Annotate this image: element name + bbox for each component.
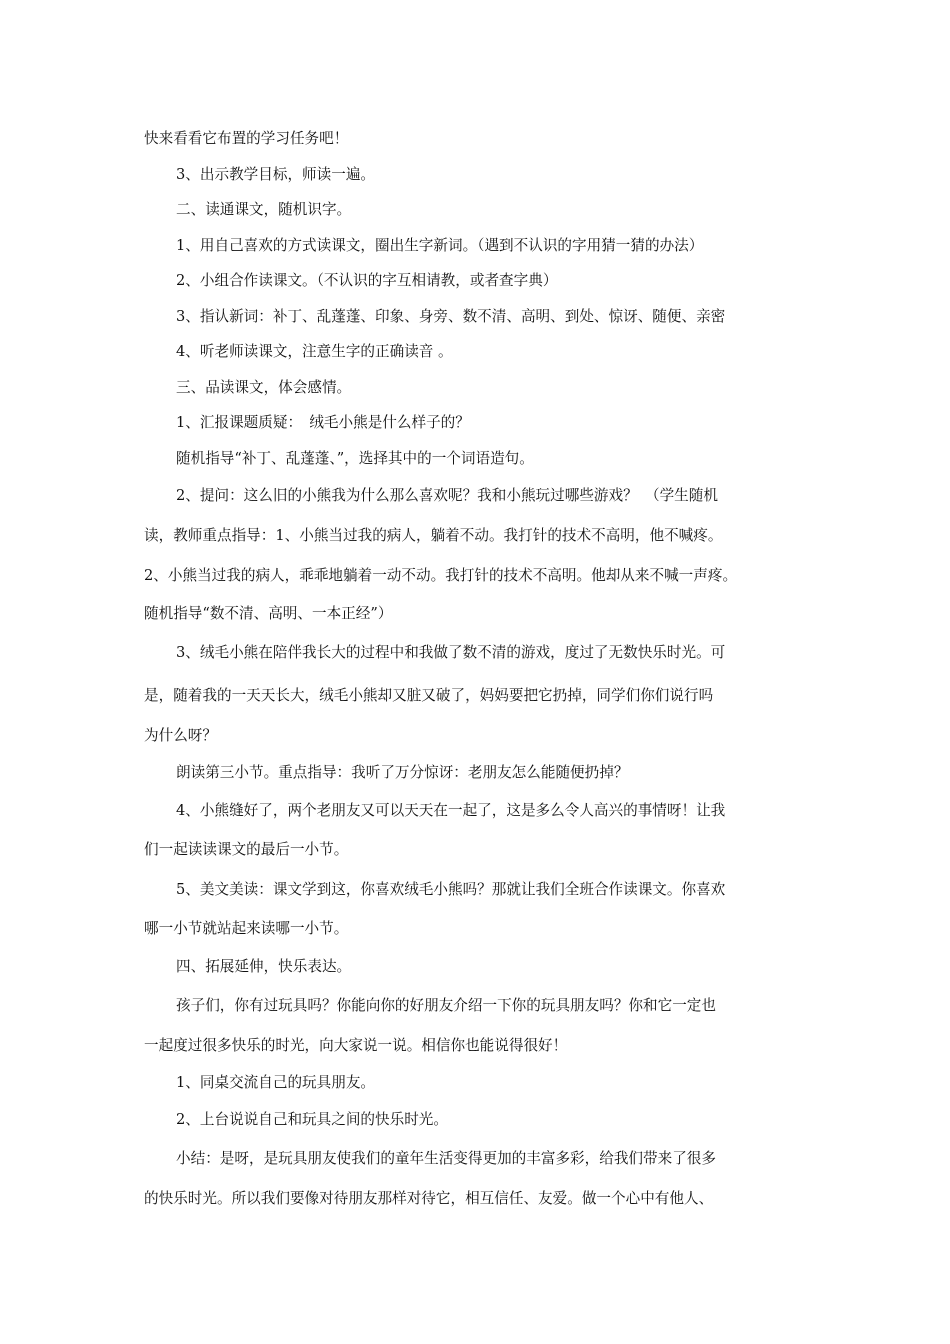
text-line: 朗读第三小节。重点指导：我听了万分惊讶：老朋友怎么能随便扔掉？ bbox=[176, 764, 629, 781]
text-line: 2、提问：这么旧的小熊我为什么那么喜欢呢？我和小熊玩过哪些游戏？ （学生随机 bbox=[176, 487, 718, 504]
text-line: 快来看看它布置的学习任务吧！ bbox=[144, 130, 349, 147]
text-line: 2、小组合作读课文。（不认识的字互相请教，或者查字典） bbox=[176, 272, 558, 289]
text-line: 2、上台说说自己和玩具之间的快乐时光。 bbox=[176, 1111, 448, 1128]
text-line: 3、绒毛小熊在陪伴我长大的过程中和我做了数不清的游戏，度过了无数快乐时光。可 bbox=[176, 644, 726, 661]
text-line: 随机指导“数不清、高明、一本正经”） bbox=[144, 605, 393, 622]
text-line: 随机指导“补丁、乱蓬蓬、”，选择其中的一个词语造句。 bbox=[176, 450, 534, 467]
text-line: 1、同桌交流自己的玩具朋友。 bbox=[176, 1074, 376, 1091]
text-line: 小结：是呀，是玩具朋友使我们的童年生活变得更加的丰富多彩，给我们带来了很多 bbox=[176, 1150, 716, 1167]
text-line: 4、听老师读课文，注意生字的正确读音 。 bbox=[176, 343, 453, 360]
text-line: 们一起读读课文的最后一小节。 bbox=[144, 841, 349, 858]
text-line: 的快乐时光。所以我们要像对待朋友那样对待它，相互信任、友爱。做一个心中有他人、 bbox=[144, 1190, 714, 1207]
text-line: 孩子们，你有过玩具吗？你能向你的好朋友介绍一下你的玩具朋友吗？你和它一定也 bbox=[176, 997, 716, 1014]
text-line: 二、读通课文，随机识字。 bbox=[176, 201, 352, 218]
text-line: 三、品读课文，体会感情。 bbox=[176, 379, 352, 396]
text-line: 3、指认新词：补丁、乱蓬蓬、印象、身旁、数不清、高明、到处、惊讶、随便、亲密 bbox=[176, 308, 726, 325]
text-line: 四、拓展延伸，快乐表达。 bbox=[176, 958, 352, 975]
text-line: 3、出示教学目标，师读一遍。 bbox=[176, 166, 376, 183]
text-line: 哪一小节就站起来读哪一小节。 bbox=[144, 920, 349, 937]
text-line: 为什么呀？ bbox=[144, 727, 217, 744]
text-line: 读，教师重点指导：1、小熊当过我的病人，躺着不动。我打针的技术不高明，他不喊疼。 bbox=[144, 527, 723, 544]
text-line: 是，随着我的一天天长大，绒毛小熊却又脏又破了，妈妈要把它扔掉，同学们你们说行吗 bbox=[144, 687, 714, 704]
text-line: 5、美文美读：课文学到这，你喜欢绒毛小熊吗？那就让我们全班合作读课文。你喜欢 bbox=[176, 881, 726, 898]
text-line: 4、小熊缝好了，两个老朋友又可以天天在一起了，这是多么令人高兴的事情呀！让我 bbox=[176, 802, 726, 819]
text-line: 一起度过很多快乐的时光，向大家说一说。相信你也能说得很好！ bbox=[144, 1037, 568, 1054]
text-line: 1、用自己喜欢的方式读课文，圈出生字新词。（遇到不认识的字用猜一猜的办法） bbox=[176, 237, 704, 254]
text-line: 1、汇报课题质疑： 绒毛小熊是什么样子的？ bbox=[176, 414, 470, 431]
text-line: 2、小熊当过我的病人，乖乖地躺着一动不动。我打针的技术不高明。他却从来不喊一声疼。 bbox=[144, 567, 738, 584]
